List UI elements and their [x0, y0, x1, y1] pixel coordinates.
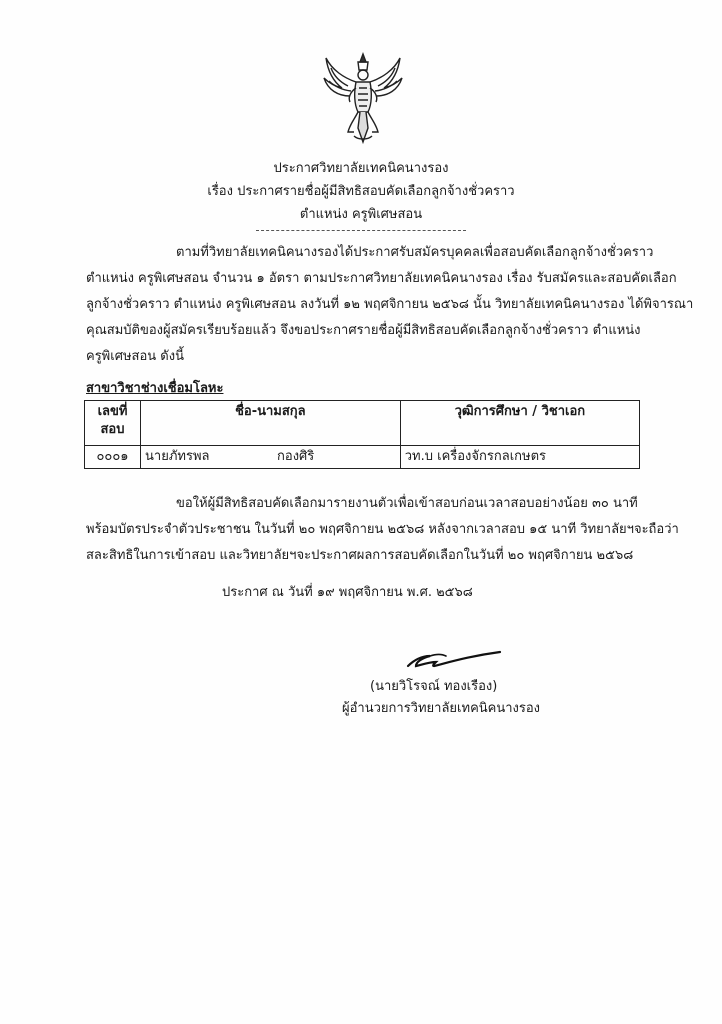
- paragraph-line: ตำแหน่ง ครูพิเศษสอน จำนวน ๑ อัตรา ตามประกาศวิทยาลัยเทคนิคนางรอง เรื่อง รับสมัครและสอบคัดเลือก: [86, 271, 677, 286]
- candidates-table: [84, 400, 640, 469]
- table-header-row: [85, 401, 640, 446]
- signer-title: ผู้อำนวยการวิทยาลัยเทคนิคนางรอง: [342, 701, 541, 716]
- announcement-subject: เรื่อง ประกาศรายชื่อผู้มีสิทธิสอบคัดเลือกลูกจ้างชั่วคราว: [207, 184, 515, 199]
- announcement-position: ตำแหน่ง ครูพิเศษสอน: [299, 207, 423, 222]
- garuda-emblem-icon: [318, 48, 408, 148]
- cell-first-name: นายภัทรพล: [145, 449, 210, 464]
- header-exam-number: [85, 401, 141, 446]
- header-full-name: ชื่อ-นามสกุล: [141, 401, 401, 446]
- signer-name: (นายวิโรจณ์ ทองเรือง): [370, 679, 498, 694]
- cell-education: วท.บ เครื่องจักรกลเกษตร: [400, 446, 639, 469]
- signature-image: [400, 644, 510, 674]
- paragraph-line: คุณสมบัติของผู้สมัครเรียบร้อยแล้ว จึงขอประกาศรายชื่อผู้มีสิทธิสอบคัดเลือกลูกจ้างชั่วคราว ตำแหน่ง: [86, 323, 641, 338]
- table-row: [85, 446, 640, 469]
- header-exam-number-line1: เลขที่: [97, 404, 128, 419]
- header-education: วุฒิการศึกษา / วิชาเอก: [400, 401, 639, 446]
- announce-date: ประกาศ ณ วันที่ ๑๙ พฤศจิกายน พ.ศ. ๒๕๖๘: [222, 585, 473, 600]
- cell-last-name: กองศิริ: [277, 449, 315, 464]
- header-exam-number-line2: สอบ: [100, 422, 125, 437]
- cell-exam-number: ๐๐๐๑: [85, 446, 141, 469]
- paragraph-line: ตามที่วิทยาลัยเทคนิคนางรองได้ประกาศรับสมัครบุคคลเพื่อสอบคัดเลือกลูกจ้างชั่วคราว: [176, 245, 654, 260]
- paragraph-line: ครูพิเศษสอน ดังนี้: [86, 349, 184, 364]
- section-title: สาขาวิชาช่างเชื่อมโลหะ: [86, 381, 224, 396]
- dashed-divider: [256, 230, 466, 231]
- paragraph-line: พร้อมบัตรประจำตัวประชาชน ในวันที่ ๒๐ พฤศจิกายน ๒๕๖๘ หลังจากเวลาสอบ ๑๕ นาที วิทยาลัยฯจะถือว่า: [86, 522, 679, 537]
- announcement-heading: ประกาศวิทยาลัยเทคนิคนางรอง: [273, 161, 449, 176]
- cell-full-name: [141, 446, 401, 469]
- paragraph-line: ขอให้ผู้มีสิทธิสอบคัดเลือกมารายงานตัวเพื่อเข้าสอบก่อนเวลาสอบอย่างน้อย ๓๐ นาที: [176, 496, 638, 511]
- paragraph-line: ลูกจ้างชั่วคราว ตำแหน่ง ครูพิเศษสอน ลงวันที่ ๑๒ พฤศจิกายน ๒๕๖๘ นั้น วิทยาลัยเทคนิคนางรอง ได้พิจารณา: [86, 297, 694, 312]
- paragraph-line: สละสิทธิในการเข้าสอบ และวิทยาลัยฯจะประกาศผลการสอบคัดเลือกในวันที่ ๒๐ พฤศจิกายน ๒๕๖๘: [86, 548, 634, 563]
